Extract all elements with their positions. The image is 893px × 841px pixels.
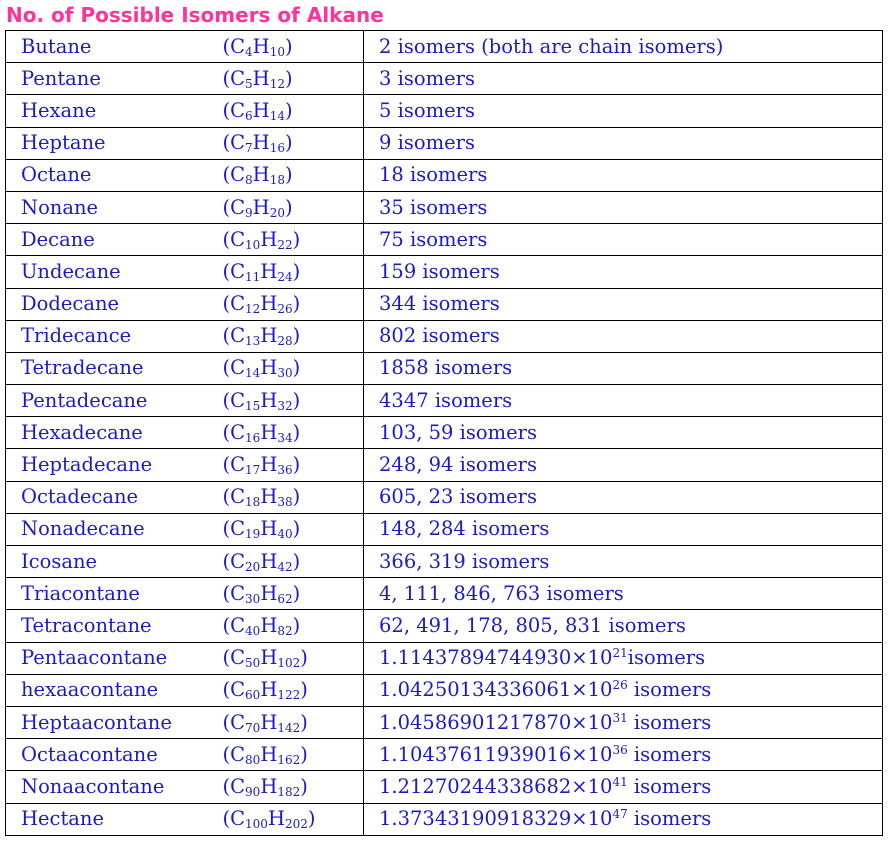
molecular-formula: $(C_{19}H_{40})$ (223, 513, 364, 545)
table-row (6, 578, 883, 610)
alkane-name: Hexadecane (6, 417, 223, 449)
molecular-formula: $(C_{13}H_{28})$ (223, 320, 364, 352)
isomer-count: 5 isomers (364, 95, 883, 127)
hydrogen-count: 32 (277, 398, 293, 413)
isomer-count: 344 isomers (364, 288, 883, 320)
table-row (6, 127, 883, 159)
isomer-count (364, 739, 883, 771)
hydrogen-count: 182 (277, 784, 301, 799)
alkane-name: Octane (6, 159, 223, 191)
molecular-formula: $(C_{20}H_{42})$ (223, 546, 364, 578)
alkane-name: Pentaacontane (6, 642, 223, 674)
table-row (6, 771, 883, 803)
carbon-count: 20 (245, 559, 261, 574)
isomer-count-mantissa: 1.37343190918329×10 (379, 807, 613, 831)
table-row (6, 352, 883, 384)
hydrogen-count: 24 (277, 269, 293, 284)
hydrogen-count: 102 (277, 656, 301, 671)
isomer-count (364, 706, 883, 738)
isomer-count-exponent: 47 (612, 807, 628, 822)
table-row (6, 546, 883, 578)
isomer-count (364, 771, 883, 803)
hydrogen-count: 36 (277, 463, 293, 478)
carbon-count: 40 (245, 623, 261, 638)
alkane-name: Tetracontane (6, 610, 223, 642)
isomer-count (364, 642, 883, 674)
table-row (6, 63, 883, 95)
isomer-count: 1858 isomers (364, 352, 883, 384)
molecular-formula: $(C_{16}H_{34})$ (223, 417, 364, 449)
table-row (6, 674, 883, 706)
table-row (6, 513, 883, 545)
table-row (6, 320, 883, 352)
isomer-count: 75 isomers (364, 224, 883, 256)
isomer-count (364, 674, 883, 706)
isomer-count-suffix: isomers (627, 678, 712, 702)
isomer-count-exponent: 31 (612, 710, 628, 725)
isomer-count: 35 isomers (364, 191, 883, 223)
molecular-formula: $(C_{15}H_{32})$ (223, 385, 364, 417)
molecular-formula: $(C_{30}H_{62})$ (223, 578, 364, 610)
carbon-count: 50 (245, 656, 261, 671)
table-row (6, 31, 883, 63)
alkane-name: Hexane (6, 95, 223, 127)
molecular-formula: $(C_{17}H_{36})$ (223, 449, 364, 481)
isomer-count: 62, 491, 178, 805, 831 isomers (364, 610, 883, 642)
molecular-formula: $(C_8H_{18})$ (223, 159, 364, 191)
isomer-count: 366, 319 isomers (364, 546, 883, 578)
alkane-name: Dodecane (6, 288, 223, 320)
carbon-count: 5 (245, 76, 253, 91)
isomer-count: 4, 111, 846, 763 isomers (364, 578, 883, 610)
molecular-formula: $(C_{70}H_{142})$ (223, 706, 364, 738)
molecular-formula: $(C_{12}H_{26})$ (223, 288, 364, 320)
alkane-name: Triacontane (6, 578, 223, 610)
molecular-formula: $(C_{18}H_{38})$ (223, 481, 364, 513)
table-row (6, 256, 883, 288)
isomer-count-exponent: 41 (612, 774, 628, 789)
carbon-count: 8 (245, 173, 253, 188)
carbon-count: 4 (245, 44, 253, 59)
alkane-name: Pentadecane (6, 385, 223, 417)
isomers-table-body (6, 31, 883, 836)
carbon-count: 6 (245, 108, 253, 123)
hydrogen-count: 18 (269, 173, 285, 188)
alkane-name: Butane (6, 31, 223, 63)
carbon-count: 60 (245, 688, 261, 703)
molecular-formula: $(C_7H_{16})$ (223, 127, 364, 159)
molecular-formula: $(C_5H_{12})$ (223, 63, 364, 95)
hydrogen-count: 122 (277, 688, 301, 703)
carbon-count: 80 (245, 752, 261, 767)
isomer-count-mantissa: 1.11437894744930×10 (379, 646, 613, 670)
carbon-count: 100 (245, 817, 268, 832)
table-row (6, 288, 883, 320)
table-row (6, 481, 883, 513)
alkane-name: hexaacontane (6, 674, 223, 706)
hydrogen-count: 162 (277, 752, 301, 767)
isomer-count: 18 isomers (364, 159, 883, 191)
hydrogen-count: 12 (269, 76, 285, 91)
alkane-name: Pentane (6, 63, 223, 95)
molecular-formula: $(C_4H_{10})$ (223, 31, 364, 63)
molecular-formula: $(C_{100}H_{202})$ (223, 803, 364, 835)
table-row (6, 642, 883, 674)
carbon-count: 18 (245, 495, 261, 510)
table-row (6, 610, 883, 642)
alkane-name: Tridecance (6, 320, 223, 352)
hydrogen-count: 22 (277, 237, 293, 252)
isomer-count-suffix: isomers (627, 710, 712, 734)
molecular-formula: $(C_{14}H_{30})$ (223, 352, 364, 384)
table-row (6, 385, 883, 417)
alkane-name: Decane (6, 224, 223, 256)
carbon-count: 13 (245, 334, 261, 349)
isomer-count-suffix: isomers (627, 742, 712, 766)
hydrogen-count: 38 (277, 495, 293, 510)
isomer-count-exponent: 21 (612, 646, 628, 661)
hydrogen-count: 82 (277, 623, 293, 638)
carbon-count: 16 (245, 430, 261, 445)
molecular-formula: $(C_{50}H_{102})$ (223, 642, 364, 674)
carbon-count: 11 (245, 269, 261, 284)
alkane-name: Nonane (6, 191, 223, 223)
carbon-count: 30 (245, 591, 261, 606)
hydrogen-count: 20 (269, 205, 285, 220)
hydrogen-count: 202 (284, 817, 308, 832)
hydrogen-count: 16 (269, 141, 285, 156)
molecular-formula: $(C_{60}H_{122})$ (223, 674, 364, 706)
table-row (6, 417, 883, 449)
isomer-count: 605, 23 isomers (364, 481, 883, 513)
isomer-count-exponent: 36 (612, 742, 628, 757)
table-row (6, 224, 883, 256)
carbon-count: 70 (245, 720, 261, 735)
alkane-name: Hectane (6, 803, 223, 835)
isomer-count: 148, 284 isomers (364, 513, 883, 545)
table-row (6, 449, 883, 481)
carbon-count: 90 (245, 784, 261, 799)
hydrogen-count: 14 (269, 108, 285, 123)
isomer-count: 103, 59 isomers (364, 417, 883, 449)
molecular-formula: $(C_{80}H_{162})$ (223, 739, 364, 771)
isomer-count-suffix: isomers (627, 807, 712, 831)
hydrogen-count: 28 (277, 334, 293, 349)
isomer-count: 248, 94 isomers (364, 449, 883, 481)
molecular-formula: $(C_{11}H_{24})$ (223, 256, 364, 288)
carbon-count: 19 (245, 527, 261, 542)
alkane-name: Heptane (6, 127, 223, 159)
hydrogen-count: 40 (277, 527, 293, 542)
isomer-count-mantissa: 1.21270244338682×10 (379, 774, 613, 798)
alkane-name: Octadecane (6, 481, 223, 513)
alkane-name: Nonadecane (6, 513, 223, 545)
carbon-count: 14 (245, 366, 261, 381)
molecular-formula: $(C_{90}H_{182})$ (223, 771, 364, 803)
table-row (6, 159, 883, 191)
table-row (6, 739, 883, 771)
hydrogen-count: 62 (277, 591, 293, 606)
isomers-table (5, 30, 883, 836)
page-title: No. of Possible Isomers of Alkane (6, 3, 384, 27)
hydrogen-count: 34 (277, 430, 293, 445)
carbon-count: 7 (245, 141, 253, 156)
hydrogen-count: 30 (277, 366, 293, 381)
alkane-name: Heptadecane (6, 449, 223, 481)
table-row (6, 706, 883, 738)
alkane-name: Undecane (6, 256, 223, 288)
alkane-name: Nonaacontane (6, 771, 223, 803)
isomer-count: 159 isomers (364, 256, 883, 288)
isomer-count: 802 isomers (364, 320, 883, 352)
molecular-formula: $(C_6H_{14})$ (223, 95, 364, 127)
carbon-count: 10 (245, 237, 261, 252)
isomer-count: 3 isomers (364, 63, 883, 95)
isomer-count: 9 isomers (364, 127, 883, 159)
molecular-formula: $(C_{40}H_{82})$ (223, 610, 364, 642)
isomer-count-mantissa: 1.04586901217870×10 (379, 710, 613, 734)
molecular-formula: $(C_{10}H_{22})$ (223, 224, 364, 256)
alkane-name: Tetradecane (6, 352, 223, 384)
isomer-count-suffix: isomers (627, 646, 706, 670)
carbon-count: 9 (245, 205, 253, 220)
isomer-count: 4347 isomers (364, 385, 883, 417)
alkane-name: Heptaacontane (6, 706, 223, 738)
hydrogen-count: 10 (269, 44, 285, 59)
carbon-count: 12 (245, 302, 261, 317)
isomer-count-exponent: 26 (612, 678, 628, 693)
alkane-name: Icosane (6, 546, 223, 578)
isomer-count-mantissa: 1.10437611939016×10 (379, 742, 613, 766)
hydrogen-count: 42 (277, 559, 293, 574)
isomer-count (364, 803, 883, 835)
table-row (6, 95, 883, 127)
isomer-count-mantissa: 1.04250134336061×10 (379, 678, 613, 702)
hydrogen-count: 142 (277, 720, 301, 735)
molecular-formula: $(C_9H_{20})$ (223, 191, 364, 223)
table-row (6, 803, 883, 835)
isomer-count: 2 isomers (both are chain isomers) (364, 31, 883, 63)
table-row (6, 191, 883, 223)
carbon-count: 17 (245, 463, 261, 478)
alkane-name: Octaacontane (6, 739, 223, 771)
isomer-count-suffix: isomers (627, 774, 712, 798)
hydrogen-count: 26 (277, 302, 293, 317)
carbon-count: 15 (245, 398, 261, 413)
